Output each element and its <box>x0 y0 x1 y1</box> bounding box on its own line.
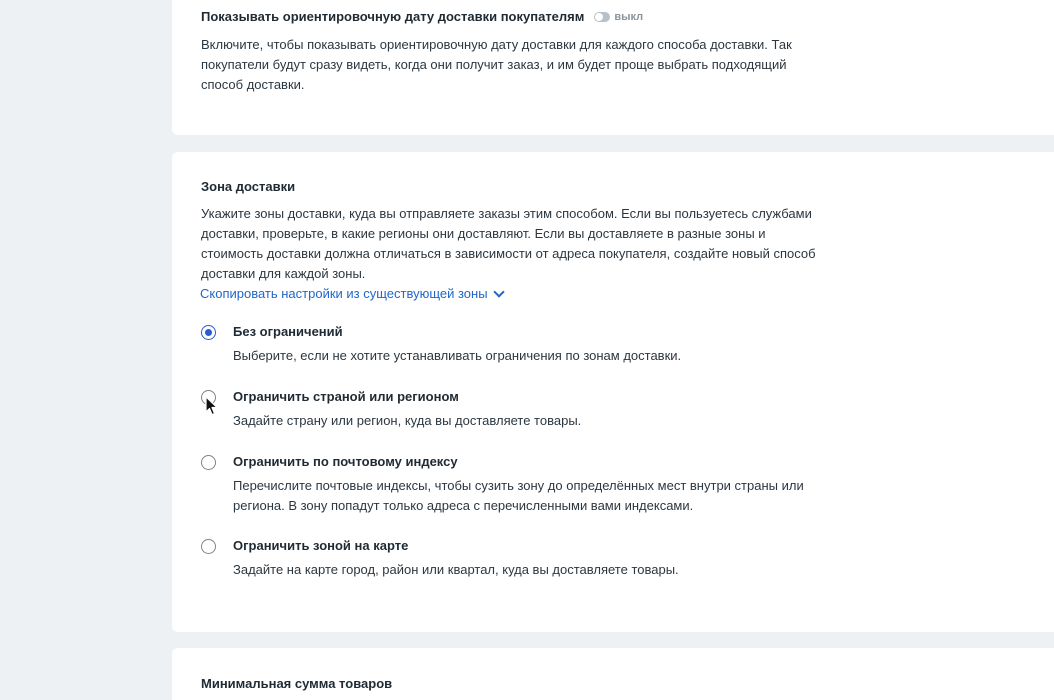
delivery-date-title: Показывать ориентировочную дату доставки покупателям <box>201 9 585 24</box>
zone-option-description: Задайте страну или регион, куда вы доставляете товары. <box>233 413 582 428</box>
copy-zone-settings-link[interactable] <box>200 286 503 301</box>
chevron-down-icon <box>493 286 504 297</box>
radio-unchecked-icon[interactable] <box>201 390 216 405</box>
delivery-zone-description: Укажите зоны доставки, куда вы отправляете заказы этим способом. Если вы пользуетесь службами доставки, проверьте, в какие регионы они доставляют. Если вы доставляете в разные зоны и стоимость доставки должна отличаться в зависимости от адреса покупателя, создайте новый способ доставки для каждой зоны. <box>201 206 816 281</box>
min-amount-title: Минимальная сумма товаров <box>201 676 393 691</box>
delivery-date-card <box>172 0 1054 135</box>
toggle-state-label: выкл <box>614 10 644 23</box>
copy-zone-settings-label: Скопировать настройки из существующей зоны <box>200 286 488 301</box>
zone-option-map-area[interactable] <box>201 538 841 578</box>
delivery-date-description: Включите, чтобы показывать ориентировочную дату доставки для каждого способа доставки. Так покупатели будут сразу видеть, когда они получит заказ, и им будет проще выбрать подходящий способ доставки. <box>201 37 792 92</box>
zone-option-label: Ограничить зоной на карте <box>233 538 409 553</box>
zone-option-label: Ограничить страной или регионом <box>233 389 459 404</box>
delivery-zone-card <box>172 152 1054 632</box>
zone-option-country-region[interactable] <box>201 389 841 429</box>
delivery-zone-title: Зона доставки <box>201 179 296 194</box>
zone-option-description: Перечислите почтовые индексы, чтобы сузить зону до определённых мест внутри страны или региона. В зону попадут только адреса с перечисленными вами индексами. <box>233 478 804 513</box>
delivery-date-toggle[interactable] <box>594 11 643 23</box>
zone-option-label: Без ограничений <box>233 324 343 339</box>
delivery-date-title-row <box>201 9 643 24</box>
zone-option-unrestricted[interactable] <box>201 324 841 364</box>
zone-option-description: Выберите, если не хотите устанавливать ограничения по зонам доставки. <box>233 348 682 363</box>
toggle-switch-icon <box>594 12 610 22</box>
radio-unchecked-icon[interactable] <box>201 455 216 470</box>
min-amount-card <box>172 648 1054 700</box>
zone-option-postal-code[interactable] <box>201 454 841 514</box>
zone-option-label: Ограничить по почтовому индексу <box>233 454 458 469</box>
radio-checked-icon[interactable] <box>201 325 216 340</box>
radio-unchecked-icon[interactable] <box>201 539 216 554</box>
zone-option-description: Задайте на карте город, район или квартал, куда вы доставляете товары. <box>233 562 679 577</box>
